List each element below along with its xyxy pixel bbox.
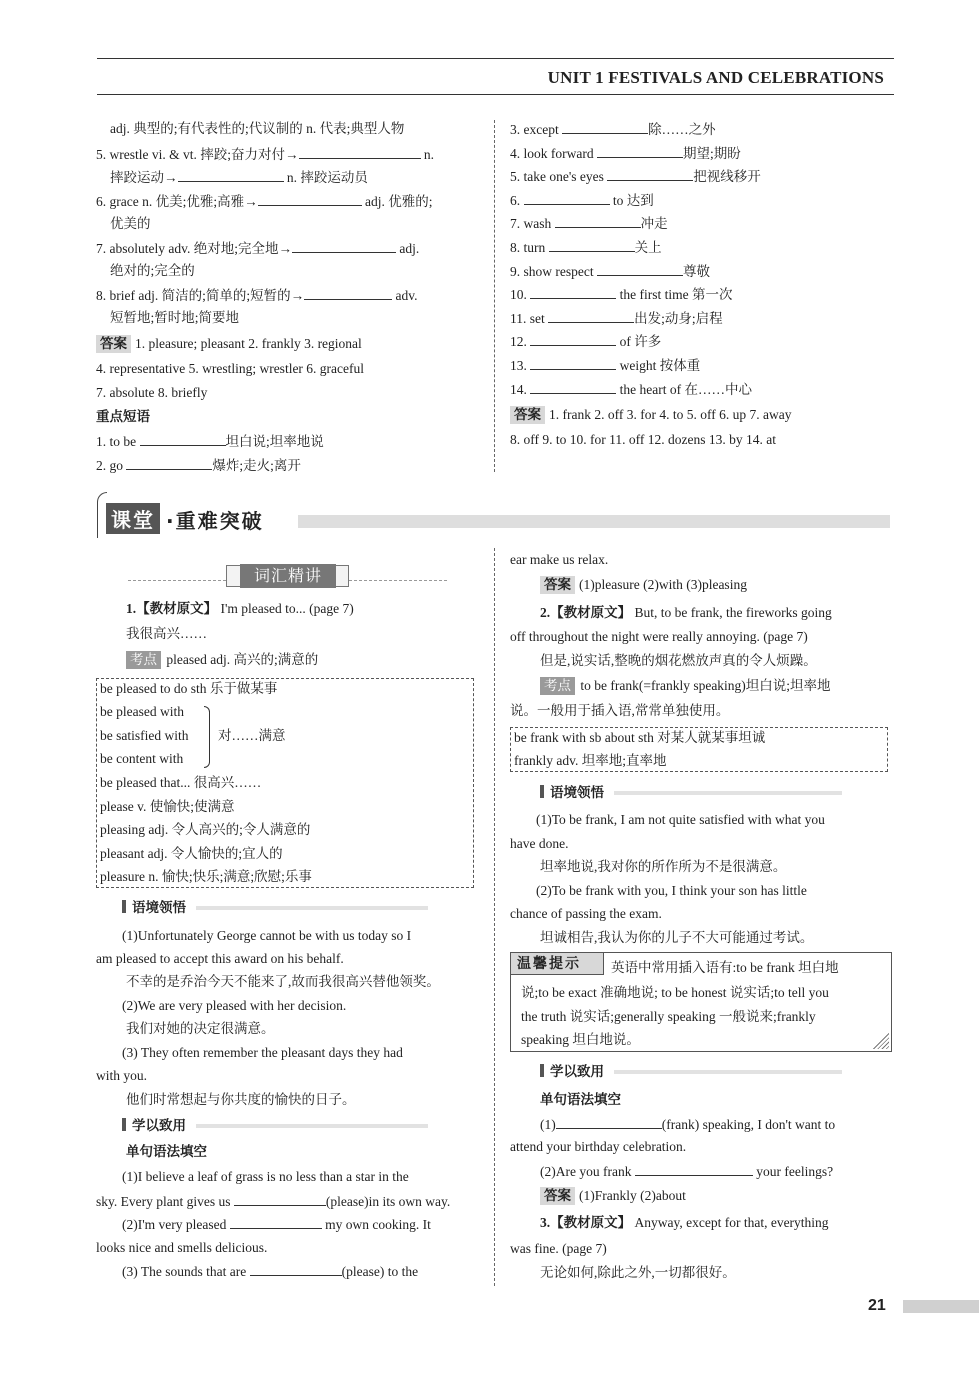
vocab-line: 5. wrestle vi. & vt. 摔跤;奋力对付→ n. bbox=[96, 147, 434, 162]
context-heading: 语境领悟 bbox=[122, 899, 482, 917]
usage-line: be satisfied with bbox=[100, 728, 189, 743]
usage-line: be pleased that... 很高兴…… bbox=[100, 775, 262, 790]
item-line: 1.【教材原文】 I'm pleased to... (page 7) bbox=[126, 601, 354, 616]
usage-line: be pleased with bbox=[100, 704, 184, 719]
item-translation: 但是,说实话,整晚的烟花燃放声真的令人烦躁。 bbox=[540, 653, 817, 668]
vocab-line: 摔跤运动→ n. 摔跤运动员 bbox=[110, 170, 368, 185]
unit-title: UNIT 1 FESTIVALS AND CELEBRATIONS bbox=[547, 68, 884, 87]
exercise-line: attend your birthday celebration. bbox=[510, 1139, 687, 1154]
answer-blank[interactable] bbox=[597, 144, 683, 158]
section-title-box: 课堂 bbox=[106, 503, 160, 534]
answer-line: 答案 1. pleasure; pleasant 2. frankly 3. regional bbox=[96, 335, 482, 353]
phrase-line: 7. wash 冲走 bbox=[510, 216, 668, 231]
exercise-line: looks nice and smells delicious. bbox=[96, 1240, 268, 1255]
vocab-line: 绝对的;完全的 bbox=[110, 263, 195, 278]
item-translation: 我很高兴…… bbox=[126, 626, 207, 641]
answer-blank[interactable] bbox=[126, 456, 212, 470]
usage-line: please v. 使愉快;使满意 bbox=[100, 799, 235, 814]
header-bottom-rule bbox=[97, 94, 894, 95]
answer-blank[interactable] bbox=[635, 1162, 753, 1176]
usage-line: pleasure n. 愉快;快乐;满意;欣慰;乐事 bbox=[100, 869, 312, 884]
phrase-line: 1. to be 坦白说;坦率地说 bbox=[96, 434, 324, 449]
practice-heading: 学以致用 bbox=[122, 1117, 482, 1135]
heading-bar-icon bbox=[122, 900, 126, 913]
example-translation: 我们对她的决定很满意。 bbox=[126, 1021, 275, 1036]
section-title: ·重难突破 bbox=[166, 509, 264, 533]
answer-blank[interactable] bbox=[140, 432, 226, 446]
exercise-line: ear make us relax. bbox=[510, 552, 609, 567]
item-translation: 无论如何,除此之外,一切都很好。 bbox=[540, 1265, 736, 1280]
answer-label: 答案 bbox=[510, 406, 545, 424]
key-point-label: 考点 bbox=[126, 651, 161, 669]
phrase-heading: 重点短语 bbox=[96, 409, 150, 424]
practice-heading: 学以致用 bbox=[540, 1063, 894, 1081]
example-line: have done. bbox=[510, 836, 569, 851]
exercise-line: (1)I believe a leaf of grass is no less than a star in the bbox=[122, 1169, 409, 1184]
answer-blank[interactable] bbox=[258, 192, 362, 206]
answer-blank[interactable] bbox=[530, 380, 616, 394]
answer-label: 答案 bbox=[540, 576, 575, 594]
example-line: (1)Unfortunately George cannot be with us today so I bbox=[122, 928, 412, 943]
item-line: 2.【教材原文】 But, to be frank, the fireworks going bbox=[540, 605, 832, 620]
usage-line: frankly adv. 坦率地;直率地 bbox=[514, 753, 667, 768]
vocab-line: 7. absolutely adv. 绝对地;完全地→ adj. bbox=[96, 241, 420, 256]
answer-blank[interactable] bbox=[530, 332, 616, 346]
tip-label: 温馨提示 bbox=[511, 953, 604, 975]
example-line: with you. bbox=[96, 1068, 148, 1083]
answer-line: 答案 1. frank 2. off 3. for 4. to 5. off 6. up 7. away bbox=[510, 406, 894, 424]
answer-blank[interactable] bbox=[524, 191, 610, 205]
vocab-line: adj. 典型的;有代表性的;代议制的 n. 代表;典型人物 bbox=[110, 121, 405, 136]
vocab-banner: 词汇精讲 bbox=[240, 564, 336, 588]
phrase-line: 2. go 爆炸;走火;离开 bbox=[96, 458, 301, 473]
banner-right-dash bbox=[349, 580, 447, 581]
phrase-line: 3. except 除……之外 bbox=[510, 122, 716, 137]
page-number: 21 bbox=[868, 1297, 886, 1314]
exercise-line: (3) The sounds that are (please) to the bbox=[122, 1264, 419, 1279]
example-line: chance of passing the exam. bbox=[510, 906, 662, 921]
usage-line: be pleased to do sth 乐于做某事 bbox=[100, 681, 278, 696]
fill-heading: 单句语法填空 bbox=[126, 1144, 207, 1159]
answer-blank[interactable] bbox=[597, 262, 683, 276]
example-line: (2)To be frank with you, I think your son has little bbox=[536, 883, 807, 898]
heading-rule bbox=[196, 1124, 428, 1128]
answer-blank[interactable] bbox=[548, 309, 634, 323]
phrase-line: 12. of 许多 bbox=[510, 334, 662, 349]
vocab-line: 短暂地;暂时地;简要地 bbox=[110, 310, 240, 325]
usage-line: be frank with sb about sth 对某人就某事坦诚 bbox=[514, 730, 766, 745]
answer-line: 7. absolute 8. briefly bbox=[96, 385, 208, 400]
exercise-line: (1) (frank) speaking, I don't want to bbox=[540, 1117, 836, 1132]
heading-rule bbox=[196, 906, 428, 910]
answer-blank[interactable] bbox=[607, 167, 693, 181]
item-line: 3.【教材原文】 Anyway, except for that, everything bbox=[540, 1215, 829, 1230]
vocab-line: 优美的 bbox=[110, 216, 151, 231]
tip-line: 英语中常用插入语有:to be frank 坦白地 bbox=[611, 960, 839, 975]
answer-blank[interactable] bbox=[299, 145, 421, 159]
answer-blank[interactable] bbox=[530, 285, 616, 299]
tip-line: the truth 说实话;generally speaking 一般说来;frankly bbox=[521, 1009, 816, 1024]
exercise-line: sky. Every plant gives us (please)in its own way. bbox=[96, 1194, 451, 1209]
vocab-line: 6. grace n. 优美;优雅;高雅→ adj. 优雅的; bbox=[96, 194, 433, 209]
header-top-rule bbox=[97, 58, 894, 59]
brace-icon bbox=[204, 706, 210, 768]
answer-line: 答案 (1)pleasure (2)with (3)pleasing bbox=[540, 576, 894, 594]
exercise-line: (2)I'm very pleased my own cooking. It bbox=[122, 1217, 431, 1232]
answer-line: 8. off 9. to 10. for 11. off 12. dozens 13. by 14. at bbox=[510, 432, 776, 447]
answer-blank[interactable] bbox=[304, 286, 392, 300]
answer-blank[interactable] bbox=[530, 356, 616, 370]
exercise-line: (2)Are you frank your feelings? bbox=[540, 1164, 834, 1179]
example-translation: 不幸的是乔治今天不能来了,故而我很高兴替他领奖。 bbox=[126, 974, 440, 989]
context-heading: 语境领悟 bbox=[540, 784, 894, 802]
phrase-line: 5. take one's eyes 把视线移开 bbox=[510, 169, 761, 184]
usage-line: 对……满意 bbox=[218, 728, 286, 743]
fill-heading: 单句语法填空 bbox=[540, 1092, 621, 1107]
heading-bar-icon bbox=[540, 785, 544, 798]
answer-blank[interactable] bbox=[555, 214, 641, 228]
phrase-line: 14. the heart of 在……中心 bbox=[510, 382, 752, 397]
example-translation: 他们时常想起与你共度的愉快的日子。 bbox=[126, 1092, 356, 1107]
banner-left-dash bbox=[128, 580, 226, 581]
answer-blank[interactable] bbox=[230, 1215, 322, 1229]
phrase-line: 8. turn 关上 bbox=[510, 240, 662, 255]
answer-blank[interactable] bbox=[234, 1192, 326, 1206]
phrase-line: 13. weight 按体重 bbox=[510, 358, 701, 373]
top-column-divider bbox=[494, 120, 495, 472]
tip-line: 说;to be exact 准确地说; to be honest 说实话;to tell you bbox=[521, 985, 829, 1000]
phrase-line: 4. look forward 期望;期盼 bbox=[510, 146, 741, 161]
section-title-bar bbox=[298, 515, 890, 528]
item-line: off throughout the night were really annoying. (page 7) bbox=[510, 629, 808, 644]
phrase-line: 10. the first time 第一次 bbox=[510, 287, 733, 302]
tip-line: speaking 坦白地说。 bbox=[521, 1032, 640, 1047]
heading-rule bbox=[614, 1070, 842, 1074]
key-point-line: 说。一般用于插入语,常常单独使用。 bbox=[510, 703, 730, 718]
example-translation: 坦率地说,我对你的所作所为不是很满意。 bbox=[540, 859, 787, 874]
key-point-line: 考点 pleased adj. 高兴的;满意的 bbox=[126, 651, 482, 669]
example-line: (2)We are very pleased with her decision. bbox=[122, 998, 347, 1013]
main-column-divider bbox=[494, 548, 495, 1286]
heading-rule bbox=[614, 791, 842, 795]
answer-label: 答案 bbox=[540, 1187, 575, 1205]
usage-line: be content with bbox=[100, 751, 184, 766]
usage-line: pleasant adj. 令人愉快的;宜人的 bbox=[100, 846, 283, 861]
example-line: (3) They often remember the pleasant days they had bbox=[122, 1045, 403, 1060]
phrase-line: 9. show respect 尊敬 bbox=[510, 264, 710, 279]
answer-blank[interactable] bbox=[178, 168, 284, 182]
phrase-line: 6. to 达到 bbox=[510, 193, 654, 208]
key-point-label: 考点 bbox=[540, 677, 575, 695]
phrase-line: 11. set 出发;动身;启程 bbox=[510, 311, 723, 326]
vocab-line: 8. brief adj. 简洁的;简单的;短暂的→ adv. bbox=[96, 288, 418, 303]
key-point-line: 考点 to be frank(=frankly speaking)坦白说;坦率地 bbox=[540, 677, 894, 695]
answer-blank[interactable] bbox=[292, 239, 396, 253]
usage-line: pleasing adj. 令人高兴的;令人满意的 bbox=[100, 822, 311, 837]
answer-blank[interactable] bbox=[250, 1262, 342, 1276]
answer-blank[interactable] bbox=[549, 238, 635, 252]
answer-line: 答案 (1)Frankly (2)about bbox=[540, 1187, 894, 1205]
item-line: was fine. (page 7) bbox=[510, 1241, 607, 1256]
example-line: (1)To be frank, I am not quite satisfied with what you bbox=[536, 812, 825, 827]
tip-box bbox=[510, 952, 892, 1052]
answer-line: 4. representative 5. wrestling; wrestler 6. graceful bbox=[96, 361, 365, 376]
answer-label: 答案 bbox=[96, 335, 131, 353]
example-line: am pleased to accept this award on his behalf. bbox=[96, 951, 344, 966]
answer-blank[interactable] bbox=[562, 120, 648, 134]
example-translation: 坦诚相告,我认为你的儿子不大可能通过考试。 bbox=[540, 930, 814, 945]
heading-bar-icon bbox=[540, 1064, 544, 1077]
answer-blank[interactable] bbox=[556, 1115, 662, 1129]
heading-bar-icon bbox=[122, 1118, 126, 1131]
footer-bar bbox=[903, 1300, 979, 1313]
